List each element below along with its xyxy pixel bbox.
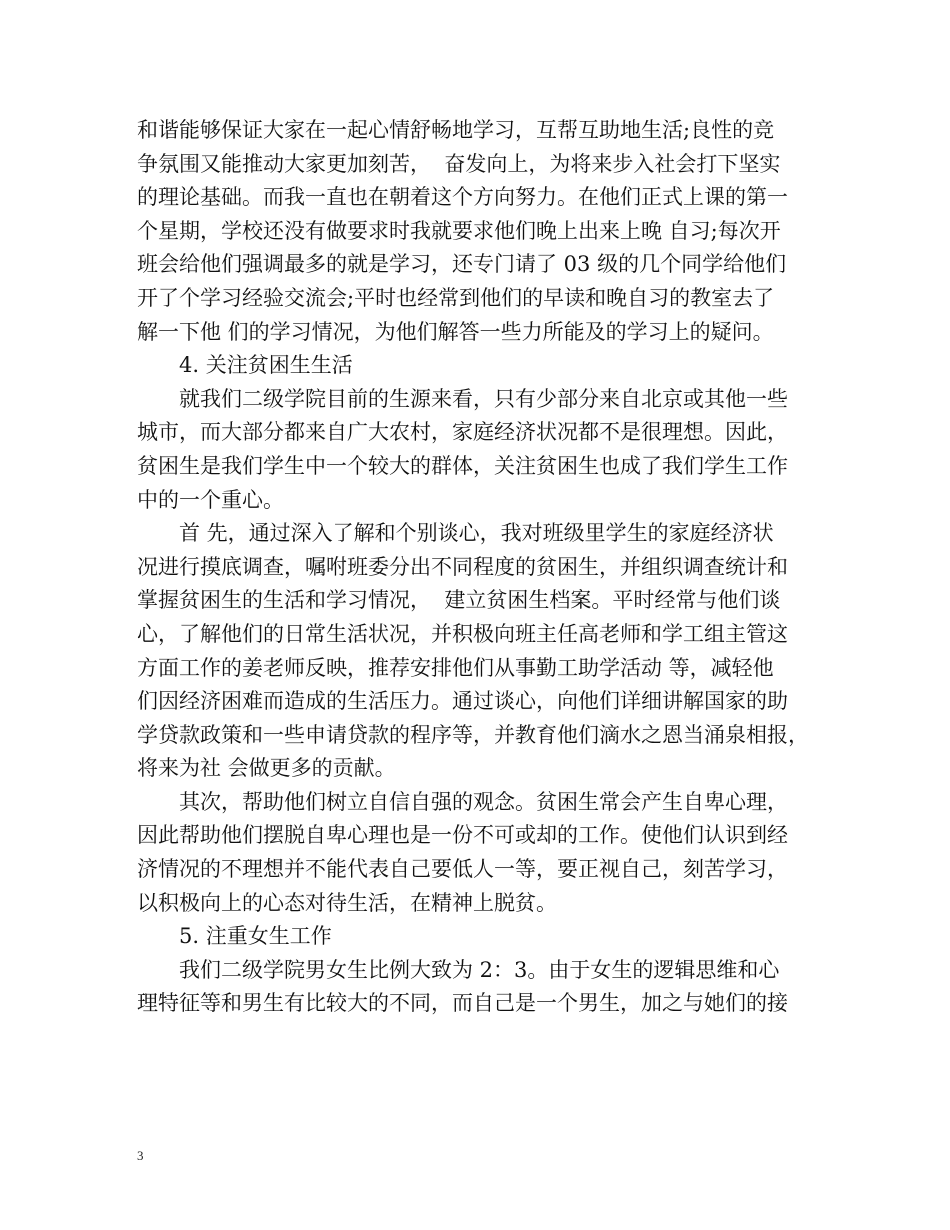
document-body (137, 114, 827, 1021)
text-line: 争氛围又能推动大家更加刻苦， 奋发向上，为将来步入社会打下坚实 (137, 151, 781, 176)
text-line: 因此帮助他们摆脱自卑心理也是一份不可或却的工作。使他们认识到经 (137, 823, 788, 848)
text-line: 中的一个重心。 (137, 487, 284, 512)
text-line: 掌握贫困生的生活和学习情况， 建立贫困生档案。平时经常与他们谈 (137, 588, 781, 613)
text-line: 个星期，学校还没有做要求时我就要求他们晚上出来上晚 自习;每次开 (137, 218, 781, 243)
paragraph-first-line: 就我们二级学院目前的生源来看，只有少部分来自北京或其他一些 (179, 386, 788, 411)
paragraph-first-line: 其次，帮助他们树立自信自强的观念。贫困生常会产生自卑心理， (179, 789, 788, 814)
text-line: 况进行摸底调查，嘱咐班委分出不同程度的贫困生，并组织调查统计和 (137, 554, 788, 579)
paragraph-first-line: 首 先，通过深入了解和个别谈心，我对班级里学生的家庭经济状 (179, 521, 774, 546)
text-line: 将来为社 会做更多的贡献。 (137, 756, 396, 781)
text-line: 学贷款政策和一些申请贷款的程序等，并教育他们滴水之恩当涌泉相报， (137, 722, 809, 747)
text-line: 方面工作的姜老师反映，推荐安排他们从事勤工助学活动 等，减轻他 (137, 655, 774, 680)
text-line: 的理论基础。而我一直也在朝着这个方向努力。在他们正式上课的第一 (137, 185, 788, 210)
text-line: 班会给他们强调最多的就是学习，还专门请了 03 级的几个同学给他们 (137, 252, 787, 277)
text-line: 解一下他 们的学习情况，为他们解答一些力所能及的学习上的疑问。 (137, 319, 774, 344)
text-line: 城市，而大部分都来自广大农村，家庭经济状况都不是很理想。因此， (137, 420, 788, 445)
text-line: 理特征等和男生有比较大的不同，而自己是一个男生，加之与她们的接 (137, 991, 788, 1016)
text-line: 贫困生是我们学生中一个较大的群体，关注贫困生也成了我们学生工作 (137, 453, 788, 478)
text-line: 以积极向上的心态对待生活，在精神上脱贫。 (137, 890, 557, 915)
section-heading-4: 4. 关注贫困生生活 (179, 353, 353, 378)
page-number: 3 (137, 1148, 144, 1163)
section-heading-5: 5. 注重女生工作 (179, 924, 332, 949)
text-line: 开了个学习经验交流会;平时也经常到他们的早读和晚自习的教室去了 (137, 285, 775, 310)
text-line: 心，了解他们的日常生活状况，并积极向班主任高老师和学工组主管这 (137, 621, 788, 646)
text-line: 济情况的不理想并不能代表自己要低人一等，要正视自己，刻苦学习， (137, 857, 788, 882)
paragraph-first-line: 我们二级学院男女生比例大致为 2：3。由于女生的逻辑思维和心 (179, 957, 780, 982)
text-line: 们因经济困难而造成的生活压力。通过谈心，向他们详细讲解国家的助 (137, 689, 788, 714)
text-line: 和谐能够保证大家在一起心情舒畅地学习，互帮互助地生活;良性的竞 (137, 118, 775, 142)
